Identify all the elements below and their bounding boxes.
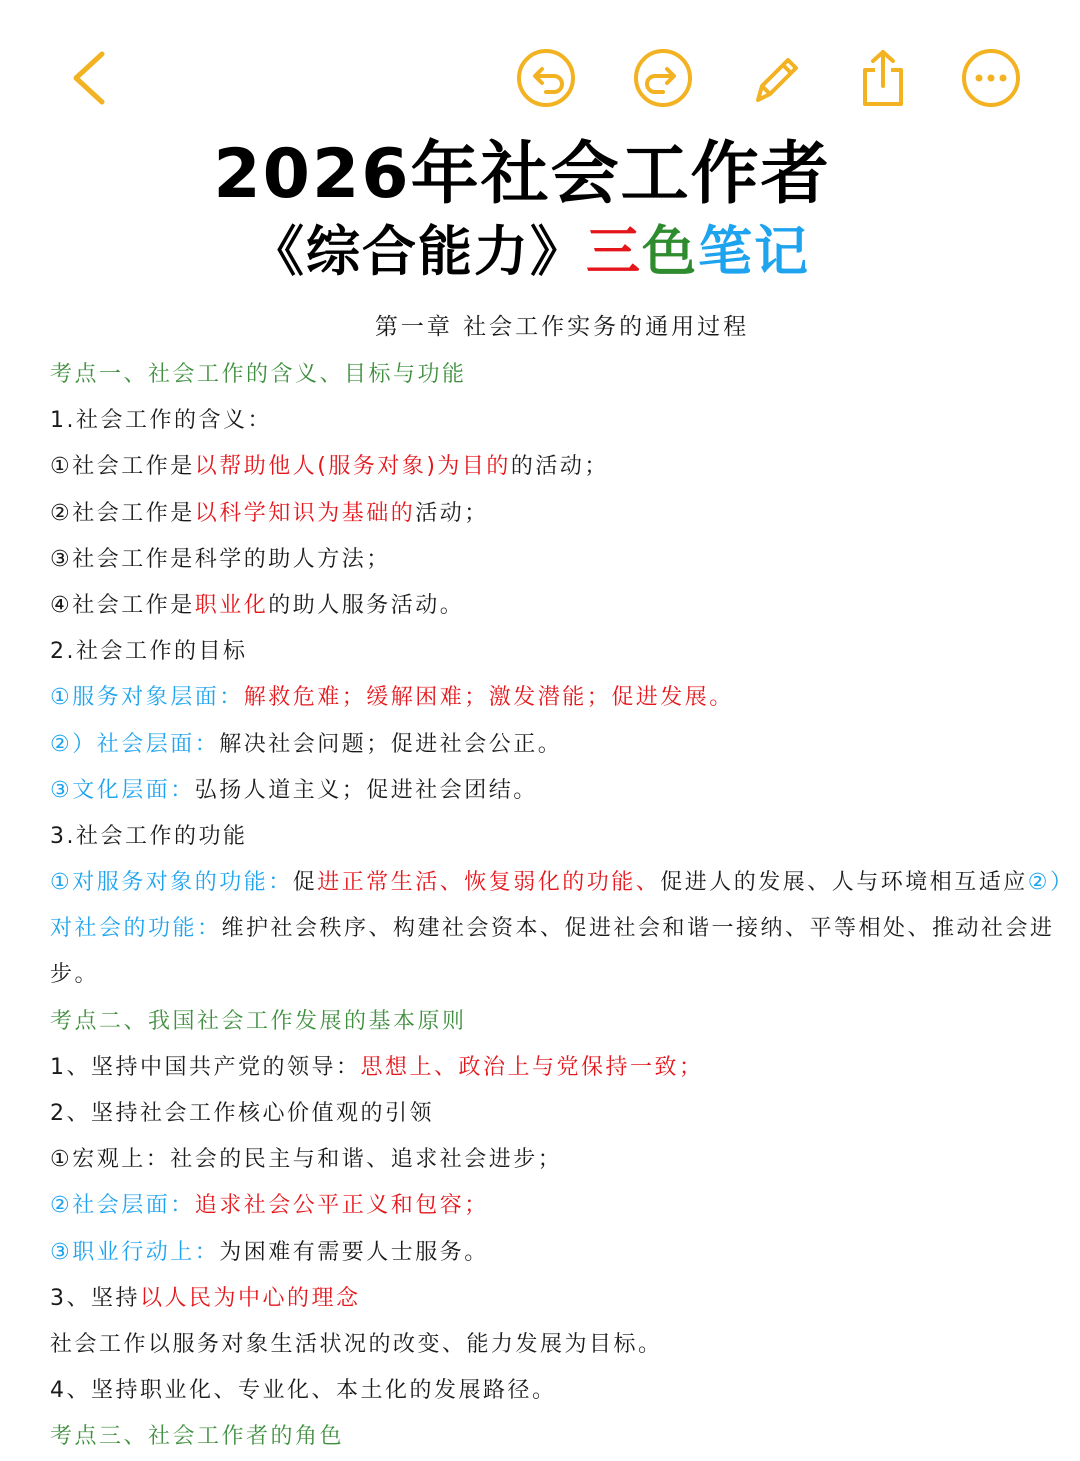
note-text-blue: ②）社会层面：	[50, 731, 220, 757]
note-line	[50, 1230, 1070, 1276]
note-text-black: 的助人服务活动。	[268, 592, 465, 618]
note-line	[50, 583, 1070, 629]
note-text-blue: ①对服务对象的功能：	[50, 870, 293, 896]
note-text-black: 解决社会问题；促进社会公正。	[219, 731, 563, 757]
note-line	[50, 1091, 1070, 1137]
subtitle-book-name: 《综合能力》	[250, 220, 586, 283]
note-line	[50, 1414, 1070, 1460]
note-text-black: 的活动；	[510, 454, 609, 480]
note-line	[50, 444, 1070, 490]
note-text-black: 促	[292, 870, 318, 896]
note-line	[50, 1045, 1070, 1091]
share-icon	[853, 48, 913, 108]
note-text-black: ①宏观上：社会的民主与和谐、追求社会进步；	[50, 1147, 563, 1173]
note-text-blue: ②）对社会的功能：	[50, 870, 1064, 942]
note-text-red: 以科学知识为基础的	[194, 500, 416, 526]
subtitle-word-san: 三	[586, 220, 642, 283]
note-text-black: ①社会工作是	[50, 454, 195, 480]
note-text-black: 3、坚持	[50, 1285, 140, 1311]
note-line	[50, 1276, 1070, 1322]
note-text-black: 维护社会秩序、构建社会资本、促进社会和谐一接纳、平等相处、推动社会进步。	[50, 916, 1055, 988]
note-line	[50, 398, 1070, 444]
document-subtitle	[0, 214, 1060, 290]
note-text-blue: ③文化层面：	[50, 777, 195, 803]
pencil-icon	[746, 48, 806, 108]
note-text-black: 4、坚持职业化、专业化、本土化的发展路径。	[50, 1378, 557, 1404]
note-text-black: ③社会工作是科学的助人方法；	[50, 546, 391, 572]
note-text-black: ②社会工作是	[50, 500, 195, 526]
note-text-red: 追求社会公平正义和包容；	[194, 1193, 489, 1219]
note-line	[50, 352, 1070, 398]
redo-button[interactable]	[633, 48, 693, 108]
note-line	[50, 999, 1070, 1045]
note-text-black: 2.社会工作的目标	[50, 639, 248, 665]
note-line	[50, 814, 1070, 860]
note-text-blue: ②社会层面：	[50, 1193, 195, 1219]
note-text-blue: ③职业行动上：	[50, 1239, 220, 1265]
more-icon	[961, 48, 1021, 108]
back-button[interactable]	[62, 48, 122, 108]
note-text-black: 促进人的发展、人与环境相互适应	[660, 870, 1028, 896]
share-button[interactable]	[853, 48, 913, 108]
markup-button[interactable]	[746, 48, 806, 108]
note-line	[50, 675, 1070, 721]
subtitle-word-se: 色	[642, 220, 698, 283]
note-text-black: 为困难有需要人士服务。	[219, 1239, 489, 1265]
note-line	[50, 722, 1070, 768]
note-text-red: 以人民为中心的理念	[140, 1285, 361, 1311]
note-line	[50, 491, 1070, 537]
note-text-green: 考点三、社会工作者的角色	[50, 1424, 345, 1450]
note-line	[50, 1137, 1070, 1183]
note-body	[50, 352, 1070, 1461]
chevron-left-icon	[62, 48, 122, 108]
document-title: 2026年社会工作者	[213, 135, 831, 214]
undo-icon	[516, 48, 576, 108]
note-text-red: 职业化	[194, 592, 269, 618]
subtitle-word-biji: 笔记	[698, 220, 810, 283]
note-line	[50, 537, 1070, 583]
note-line	[50, 1368, 1070, 1414]
note-text-blue: ①服务对象层面：	[50, 685, 244, 711]
note-text-black: 1、坚持中国共产党的领导：	[50, 1054, 361, 1080]
note-text-red: 思想上、政治上与党保持一致；	[360, 1054, 704, 1080]
note-text-green: 考点一、社会工作的含义、目标与功能	[50, 362, 467, 387]
note-text-red: 以帮助他人(服务对象)为目的	[194, 454, 511, 480]
note-line	[50, 1322, 1070, 1368]
undo-button[interactable]	[516, 48, 576, 108]
note-text-black: 活动；	[415, 500, 489, 526]
note-text-black: ④社会工作是	[50, 592, 195, 618]
note-line	[50, 860, 1070, 999]
note-text-red: 进正常生活、恢复弱化的功能、	[317, 870, 661, 896]
note-text-black: 社会工作以服务对象生活状况的改变、能力发展为目标。	[50, 1331, 663, 1357]
note-text-green: 考点二、我国社会工作发展的基本原则	[50, 1008, 467, 1034]
note-text-black: 2、坚持社会工作核心价值观的引领	[50, 1101, 434, 1127]
note-line	[50, 768, 1070, 814]
redo-icon	[633, 48, 693, 108]
note-line	[50, 629, 1070, 675]
note-text-red: 解救危难；缓解困难；激发潜能；促进发展。	[243, 685, 734, 711]
note-text-black: 3.社会工作的功能	[50, 823, 248, 849]
toolbar	[0, 0, 1080, 130]
chapter-heading: 第一章 社会工作实务的通用过程	[374, 314, 750, 340]
note-line	[50, 1183, 1070, 1229]
more-button[interactable]	[961, 48, 1021, 108]
note-text-black: 弘扬人道主义；促进社会团结。	[194, 777, 538, 803]
note-text-black: 1.社会工作的含义：	[50, 408, 272, 434]
